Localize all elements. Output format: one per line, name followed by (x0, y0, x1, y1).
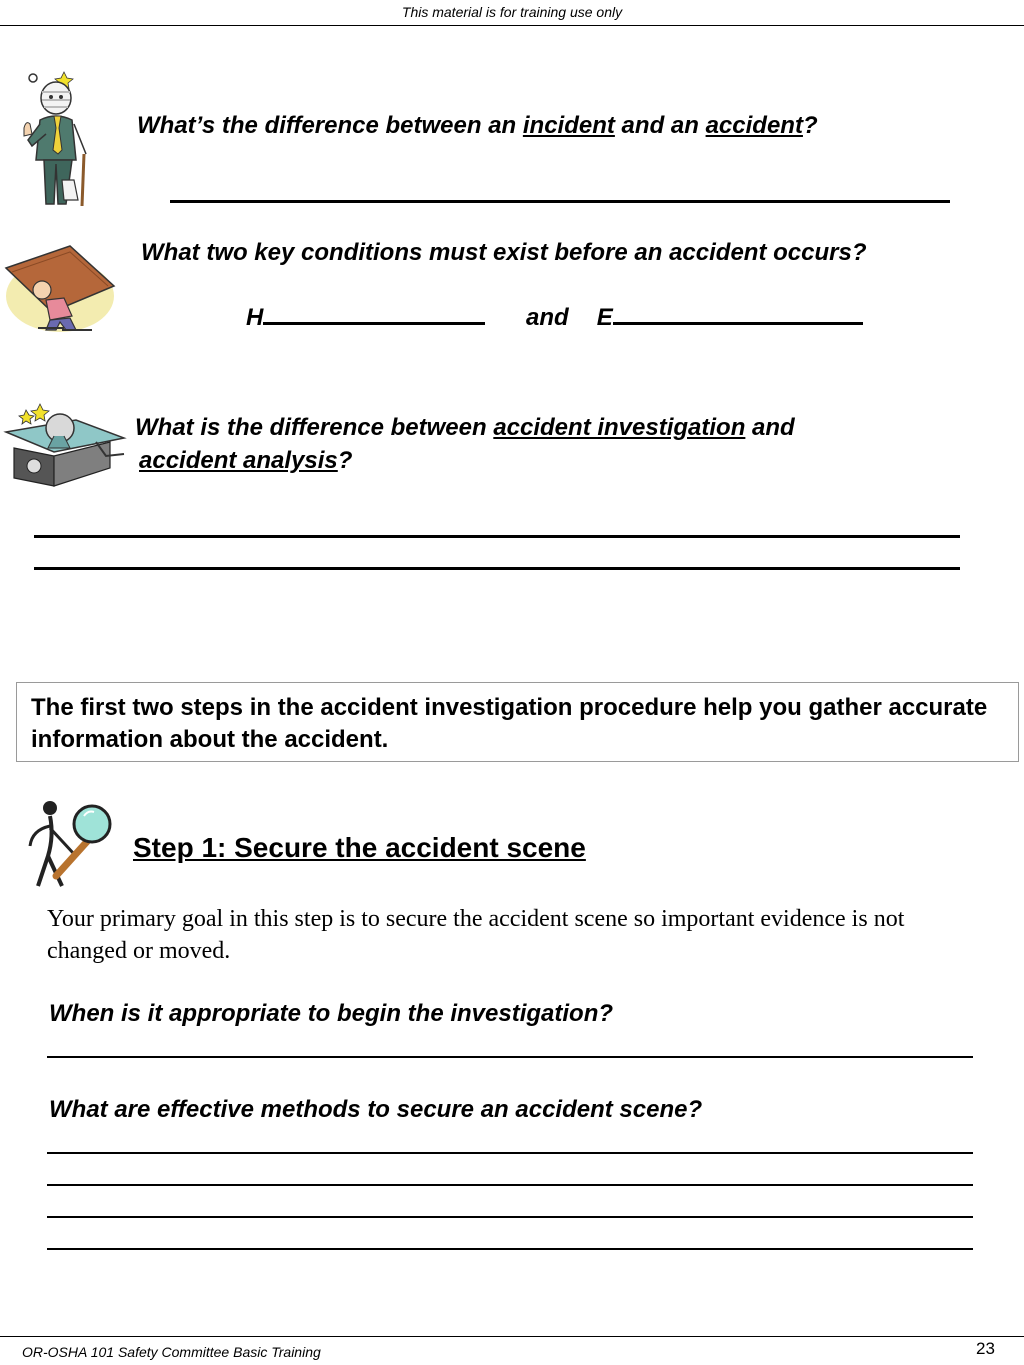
question-when-begin: When is it appropriate to begin the investigation? (49, 1000, 614, 1027)
and-word: and (526, 304, 569, 331)
q3-mid: and (745, 414, 795, 441)
injured-worker-clipart (18, 70, 102, 210)
question-investigation-vs-analysis (135, 412, 795, 444)
question-incident-vs-accident (137, 110, 818, 142)
h-and-e-answers (246, 299, 863, 332)
h-answer-line[interactable] (263, 299, 485, 325)
question-secure-methods: What are effective methods to secure an accident scene? (49, 1096, 703, 1123)
h-letter: H (246, 304, 264, 331)
e-answer-line[interactable] (613, 299, 863, 325)
footer-course-title: OR-OSHA 101 Safety Committee Basic Training (22, 1344, 321, 1360)
methods-answer-line-2[interactable] (47, 1184, 973, 1186)
header-rule (0, 25, 1024, 26)
q1-term-accident: accident (705, 112, 803, 139)
q3-term-investigation: accident investigation (493, 414, 746, 441)
question-key-conditions: What two key conditions must exist before an accident occurs? (141, 239, 867, 266)
methods-answer-line-1[interactable] (47, 1152, 973, 1154)
lifting-worker-clipart (2, 238, 116, 334)
q3-answer-line-1[interactable] (34, 535, 960, 538)
q1-term-incident: incident (522, 112, 615, 139)
q1-answer-line[interactable] (170, 200, 950, 203)
begin-answer-line[interactable] (47, 1056, 973, 1058)
page-number: 23 (976, 1339, 995, 1358)
q1-mid: and an (614, 112, 706, 139)
callout-box (16, 682, 1019, 762)
callout-text: The first two steps in the accident investigation procedure help you gather accurate information about the accident. (31, 694, 988, 753)
q3-term-analysis: accident analysis (139, 447, 338, 474)
q3-answer-line-2[interactable] (34, 567, 960, 570)
header-note: This material is for training use only (401, 4, 623, 20)
step1-intro: Your primary goal in this step is to secure the accident scene so important evidence is not changed or moved. (47, 906, 905, 964)
q1-suffix: ? (802, 112, 818, 139)
footer-rule (0, 1336, 1024, 1337)
q3-prefix: What is the difference between (135, 414, 494, 441)
methods-answer-line-4[interactable] (47, 1248, 973, 1250)
magnifying-glass-clipart (28, 798, 114, 890)
q3-suffix: ? (337, 447, 353, 474)
e-letter: E (596, 304, 613, 331)
table-saw-clipart (0, 392, 130, 492)
step1-title: Step 1: Secure the accident scene (133, 832, 586, 863)
question-investigation-vs-analysis-line2 (139, 445, 352, 477)
methods-answer-line-3[interactable] (47, 1216, 973, 1218)
q1-prefix: What’s the difference between an (137, 112, 523, 139)
